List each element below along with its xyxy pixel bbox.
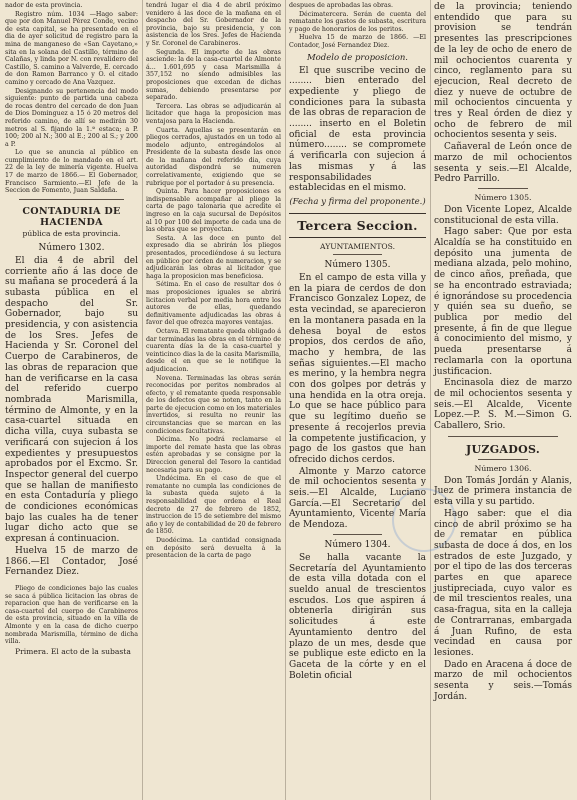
notice-number: Número 1304. bbox=[324, 539, 391, 550]
proposal-model bbox=[289, 66, 426, 194]
paragraph: Undécima. En el caso de que el rematante no cumpla las condiciones de la subasta queda sujeto á la responsabilidad que ordena el Real decreto de 27 de febrero de 1852, instruccion de 15 de setiembre del mismo año y ley de contabilidad de 20 de febrero de 1850. bbox=[146, 475, 281, 536]
paragraph: Cuarta. Aquellas se presentarán en pliegos cerrados, ajustados en un todo al modelo adjunto, entregándolos al Presidente de la subasta desde las once de la mañana del referido dia, cuya autoridad dispondrá se numeren correlativamente, exigiendo que se rubrique por el portador á su presencia. bbox=[146, 126, 281, 187]
conditions-end bbox=[289, 2, 426, 50]
paragraph: Quinta. Para hacer proposiciones es indispensable acompañar al pliego la carta de pago talonaria que acredite el ingreso en la caja sucursal de Depósitos al 10 por 100 del importe de cada una de las obras que se proyectan. bbox=[146, 188, 281, 234]
paragraph: Décimatercera. Serán de cuenta del rematante los gastos de subasta, escritura y pago de honorarios de los peritos. bbox=[289, 10, 426, 33]
mining-registry-notice bbox=[5, 2, 138, 195]
stray-animal-notice bbox=[434, 205, 572, 432]
section-rule bbox=[19, 199, 124, 200]
paragraph: Pliego de condiciones bajo las cuales se saca á pública licitacion las obras de reparacion que han de verificarse en la casa-cuartel del cuerpo de Carabineros de esta provincia, situado en la villa de Almonte y en la casa de dicho cuerpo nombrada Marismilla, término de dicha villa. bbox=[5, 584, 138, 646]
paragraph: Dado en Aracena á doce de marzo de mil ochocientos sesenta y seis.—Tomás Jordán. bbox=[434, 659, 572, 702]
court-auction-notice bbox=[434, 476, 572, 703]
livestock-notice bbox=[289, 273, 426, 531]
paragraph: nador de esta provincia. bbox=[5, 2, 83, 9]
paragraph: Registro núm. 1034 —Hago saber: que por don Manuel Pérez Conde, vecino de esta capital, se ha presentado en el dia de ayer solicitud de registro para la mina de manganeso de «San Cayetano,» sita en la solana del Castillo, término de Calañas, y linda por N. con revalidero del Castillo, S. camino a Valverde, E. cercado de don Ramon Barranco y O. el citado camino y cercado de Ana Vazquez. bbox=[5, 10, 138, 86]
paragraph: Cañaveral de León once de marzo de mil ochocientos sesenta y seis.—El Alcalde, Pedro Parrillo. bbox=[434, 142, 572, 185]
paragraph: Huelva 15 de marzo de 1866.—El Contador, José Fernandez Diez. bbox=[5, 545, 138, 578]
paragraph: Don Tomás Jordán y Alanis, Juez de primera instancia de esta villa y su partido. bbox=[434, 475, 572, 508]
paragraph: despues de aprobadas las obras. bbox=[289, 2, 394, 9]
notice-number: Número 1306. bbox=[474, 463, 532, 473]
column-3 bbox=[286, 0, 429, 800]
notice-number: Número 1302. bbox=[38, 242, 105, 253]
paragraph: Sesta. A las doce en punto del expresado dia se abrirán los pliegos presentados, procediéndose á su lectura en público por órden de numeracion, y se adjudicarán las obras al licitador que haga la proposicion mas beneficiosa. bbox=[146, 234, 281, 280]
vacancy-notice-cont bbox=[434, 2, 572, 185]
vacancy-notice bbox=[289, 553, 426, 681]
paragraph: Tercera. Las obras se adjudicarán al licitador que haga la proposicion mas ventajosa para la Hacienda. bbox=[146, 102, 281, 125]
section-rule bbox=[478, 459, 528, 460]
section-title: Tercera Seccion. bbox=[297, 218, 418, 233]
section-banner bbox=[289, 213, 426, 238]
column-1 bbox=[2, 0, 141, 800]
paragraph: Lo que se anuncia al público en cumplimiento de lo mandado en el art. 22 de la ley de minería vigente. Huelva 17 de marzo de 1866.— El Gobernador, Francisco Sarmiento.—El Jefe de la Seccion de Fomento, Juan Saldaña. bbox=[5, 149, 138, 195]
paragraph: En el campo de esta villa y en la piara de cerdos de don Francisco Gonzalez Lopez, de esta vecindad, se aparecieron en la montanera pasada en la dehesa boyal de estos propios, dos cerdos de año, macho y hembra, de las señas siguientes.—El macho es merino, y la hembra negra con dos golpes por detrás y una hendida en la otra oreja. Lo que se hace público para que su legítimo dueño se presente á recojerlos previa la competente justificacion, y pago de los gastos que han ofrecido dichos cerdos. bbox=[289, 273, 426, 465]
paragraph: Se halla vacante la Secretaría del Ayuntamiento de esta villa dotada con el sueldo anual de trescientos escudos. Los que aspiren á obtenerla dirigirán sus solicitudes á este Ayuntamiento dentro del plazo de un mes, desde que se publique este edicto en la Gaceta de la córte y en el Boletin oficial bbox=[289, 552, 426, 681]
model-heading: Modelo de proposicion. bbox=[306, 52, 409, 63]
auction-notice bbox=[5, 256, 138, 578]
paragraph: El que suscribe vecino de ........ bien enterado del expediente y pliego de condiciones para la subasta de las obras de reparacion de ........ inserto en el Boletin oficial de esta provincia número........ se compromete á verificarla con sujecion á las mismas y á las responsabilidades establecidas en el mismo. bbox=[289, 65, 426, 194]
section-rule bbox=[478, 188, 528, 189]
paragraph: Sétima. En el caso de resultar dos ó mas proposiciones iguales se abrirá licitacion verbal por media hora entre los autores de ellas, quedando definitivamente adjudicadas las obras á favor del que ofrezca mayores ventajas. bbox=[146, 281, 281, 327]
column-4 bbox=[431, 0, 575, 800]
paragraph: Hago saber: que el dia cinco de abril próximo se ha de rematar en pública subasta de doce á dos, en los estrados de este Juzgado, y por el tipo de las dos terceras partes en que aparece justipreciada, cuyo valor es de mil trescientos reales, una casa-fragua, sita en la calleja de Contrarranas, embargada á Juan Rufino, de esta vecindad en causa por lesiones. bbox=[434, 508, 572, 658]
paragraph: Huelva 15 de marzo de 1866. —El Contador, José Fernandez Diez. bbox=[289, 34, 426, 49]
column-2 bbox=[143, 0, 284, 800]
paragraph: Octava. El rematante queda obligado á dar terminadas las obras en el término de cuarenta días la de la casa-cuartel y veinticinco dias la de la casita Marismilla, desde el en que se le notifique la adjudicacion. bbox=[146, 327, 281, 373]
paragraph: Novena. Terminadas las obras serán reconocidas por peritos nombrados al efecto, y el rematante queda responsable de los defectos que se noten, tanto en la parte de ejecucion como en los materiales invertidos, si resulta no reunir las circunstancias que se marcan en las condiciones facultativas. bbox=[146, 374, 281, 435]
section-rule bbox=[333, 254, 382, 255]
paragraph: Duodécima. La cantidad consignada en depósito será devuelta á la presentacion de la carta de pago bbox=[146, 536, 281, 560]
signature-line: (Fecha y firma del proponente.) bbox=[289, 197, 426, 207]
paragraph: Décima. No podrá reclamarse el importe del remate hasta que las obras estén aprobadas y se consigne por la Direccion general del Tesoro la cantidad necesaria para su pago. bbox=[146, 436, 281, 474]
section-subheading: pública de esta provincia. bbox=[22, 228, 121, 238]
paragraph: Don Vicente Lopez, Alcalde constitucional de esta villa. bbox=[434, 204, 572, 226]
notice-number: Número 1305. bbox=[324, 260, 391, 270]
paragraph: Encinasola diez de marzo de mil ochocientos sesenta y seis.—El Alcalde, Vicente Lopez.—P. S. M.—Simon G. Caballero, Srio. bbox=[434, 378, 572, 432]
section-rule bbox=[448, 436, 558, 437]
paragraph: Almonte y Marzo catorce de mil ochocientos sesenta y seis.—El Alcalde, Luciano García.—El Secretario del Ayuntamiento, Vicente María de Mendoza. bbox=[289, 466, 426, 531]
paragraph: de la provincia; teniendo entendido que para su provision se tendrán presentes las prescripciones de la ley de ocho de enero de mil ochocientos cuarenta y cinco, reglamento para su ejecucion, Real decreto de diez y nueve de octubre de mil ochocientos cincuenta y tres y Real órden de diez y ocho de febrero de mil ochocientos sesenta y seis. bbox=[434, 2, 572, 141]
section-heading: JUZGADOS. bbox=[466, 442, 540, 456]
paragraph: Hago saber: Que por esta Alcaldía se ha constituido en depósito una jumenta de mediana alzada, pelo mohino, de cinco años, preñada, que se ha encontrado estraviada; é ignorándose su procedencia y quién sea su dueño, se publica por medio del presente, á fin de que llegue á conocimiento del mismo, y pueda presentarse á reclamarla con la oportuna justificacion. bbox=[434, 227, 572, 377]
paragraph: Primera. El acto de la subasta bbox=[15, 646, 131, 656]
section-heading: CONTADURIA DE HACIENDA bbox=[22, 205, 121, 228]
section-rule bbox=[333, 534, 382, 535]
conditions-intro bbox=[5, 585, 138, 656]
paragraph: tendrá lugar el dia 4 de abril próximo venidero á las doce de la mañana en el despacho del Sr. Gobernador de la provincia, bajo su presidencia, y con asistencia de los Sres. Jefes de Hacienda y Sr. Coronel de Carabineros. bbox=[146, 2, 281, 47]
section-subheading: AYUNTAMIENTOS. bbox=[320, 242, 395, 251]
paragraph: Segunda. El importe de las obras asciende: la de la casa-cuartel de Almonte á... 1.601,695 y casa Marismilla á 357,152 no siendo admisibles las proposiciones que excedan de dichas sumas, debiendo presentarse por separado. bbox=[146, 48, 281, 102]
notice-number: Número 1305. bbox=[474, 192, 532, 202]
paragraph: Designando su pertenencia del modo siguiente: punto de partida una cabeza de rocas dentro del cercado de don Juan de Dios Dominguez a 15 ó 20 metros del referido camino, de allí se medirán 30 metros al S. fijando la 1.ª estaca; a P. 100; 200 al N.; 300 al E.; 200 al S.; y 200 a P. bbox=[5, 87, 138, 148]
paragraph: El dia 4 de abril del corriente año á las doce de su mañana se procederá á la subasta pública en el despacho del Sr. Gobernador, bajo su presidencia, y con asistencia de los Sres. Jefes de Hacienda y Sr. Coronel del Cuerpo de Carabineros, de las obras de reparacion que han de verificarse en la casa del referido cuerpo nombrada Marismilla, término de Almonte, y en la casa-cuartel situada en dicha villa, cuya subasta se verificará con sujecion á los expedientes y presupuestos aprobados por el Excmo. Sr. Inspector general del cuerpo que se hallan de manifiesto en esta Contaduría y pliego de condiciones económicas bajo las cuales ha de tener lugar dicho acto que se expresan á continuacion. bbox=[5, 255, 138, 545]
